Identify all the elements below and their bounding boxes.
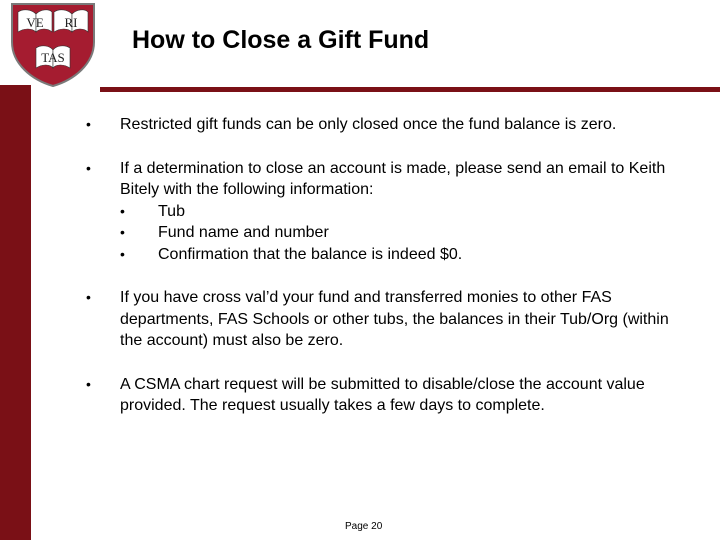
bullet-text: A CSMA chart request will be submitted to disable/close the account value provided. The request usually takes a few days to complete.	[120, 375, 645, 414]
sub-bullet-list	[120, 201, 688, 266]
harvard-shield-logo	[8, 2, 98, 88]
bullet-item-3	[78, 287, 688, 352]
bullet-text: If you have cross val’d your fund and transferred monies to other FAS departments, FAS Schools or other tubs, the balances in their Tub/Org (within the account) must also be zero.	[120, 289, 669, 349]
slide-title: How to Close a Gift Fund	[132, 26, 430, 54]
shield-word-3: TAS	[41, 50, 65, 65]
sub-bullet-icon: •	[120, 245, 125, 262]
page-number: Page 20	[345, 521, 383, 532]
sub-bullet-item	[120, 201, 688, 223]
bullet-icon: •	[86, 375, 91, 392]
bullet-item-1	[78, 114, 688, 136]
bullet-item-2	[78, 158, 688, 266]
bullet-text: If a determination to close an account is made, please send an email to Keith Bitely with the following information:	[120, 159, 666, 198]
bullet-icon: •	[86, 116, 91, 132]
header-divider	[100, 87, 720, 92]
sub-bullet-text: Tub	[158, 202, 185, 220]
bullet-text: Restricted gift funds can be only closed once the fund balance is zero.	[120, 116, 617, 133]
left-accent-bar	[0, 85, 31, 540]
bullet-list	[78, 114, 688, 439]
sub-bullet-text: Fund name and number	[158, 224, 329, 241]
bullet-icon: •	[86, 289, 91, 305]
sub-bullet-icon: •	[120, 224, 125, 240]
bullet-item-4	[78, 374, 688, 417]
sub-bullet-icon: •	[120, 202, 125, 219]
sub-bullet-item	[120, 244, 688, 266]
shield-word-1: VE	[26, 15, 44, 30]
sub-bullet-item	[120, 222, 688, 244]
shield-word-2: RI	[64, 15, 78, 30]
bullet-icon: •	[86, 159, 91, 176]
sub-bullet-text: Confirmation that the balance is indeed $0.	[158, 245, 463, 263]
